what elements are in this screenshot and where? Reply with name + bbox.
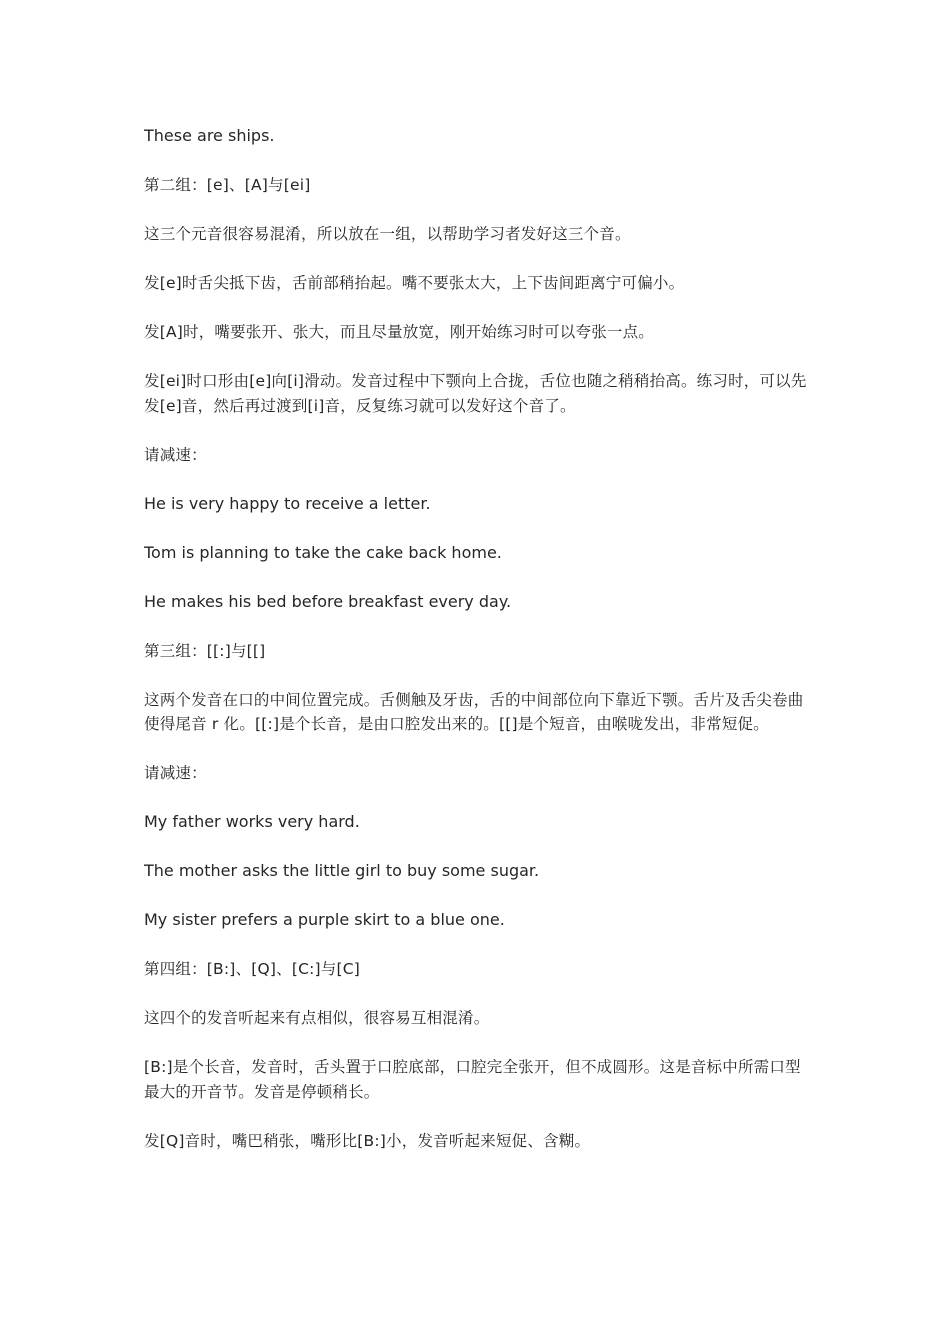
example-sentence: He is very happy to receive a letter. [144,493,431,513]
paragraph: 这三个元音很容易混淆，所以放在一组，以帮助学习者发好这三个音。 [144,225,631,243]
section-heading: 第三组：[[:]与[[] [144,641,266,660]
example-sentence: Tom is planning to take the cake back home. [144,542,502,562]
practice-label: 请减速： [144,764,207,782]
section-heading: 第四组：[B:]、[Q]、[C:]与[C] [144,960,361,978]
example-sentence: The mother asks the little girl to buy some sugar. [144,861,540,880]
paragraph: 这四个的发音听起来有点相似，很容易互相混淆。 [144,1009,490,1027]
example-sentence: He makes his bed before breakfast every day. [144,591,512,611]
paragraph: 这两个发音在口的中间位置完成。舌侧触及牙齿，舌的中间部位向下靠近下颚。舌片及舌尖卷曲使得尾音 r 化。[[:]是个长音，是由口腔发出来的。[[]是个短音，由喉咙发出，非常短促。 [144,690,804,733]
document-body [144,124,810,1153]
paragraph: 发[e]时舌尖抵下齿，舌前部稍抬起。嘴不要张太大，上下齿间距离宁可偏小。 [144,274,685,292]
example-sentence: My sister prefers a purple skirt to a blue one. [144,910,505,929]
example-sentence: My father works very hard. [144,812,360,831]
paragraph: 发[A]时，嘴要张开、张大，而且尽量放宽，刚开始练习时可以夸张一点。 [144,323,654,341]
section-heading: 第二组：[e]、[A]与[ei] [144,176,311,194]
paragraph: 发[Q]音时，嘴巴稍张，嘴形比[B:]小，发音听起来短促、含糊。 [144,1131,591,1150]
paragraph: These are ships. [144,126,275,145]
paragraph: [B:]是个长音，发音时，舌头置于口腔底部，口腔完全张开，但不成圆形。这是音标中所需口型最大的开音节。发音是停顿稍长。 [144,1058,801,1101]
practice-label: 请减速： [144,445,207,464]
paragraph: 发[ei]时口形由[e]向[i]滑动。发音过程中下颚向上合拢，舌位也随之稍稍抬高。练习时，可以先发[e]音，然后再过渡到[i]音，反复练习就可以发好这个音了。 [144,372,807,415]
